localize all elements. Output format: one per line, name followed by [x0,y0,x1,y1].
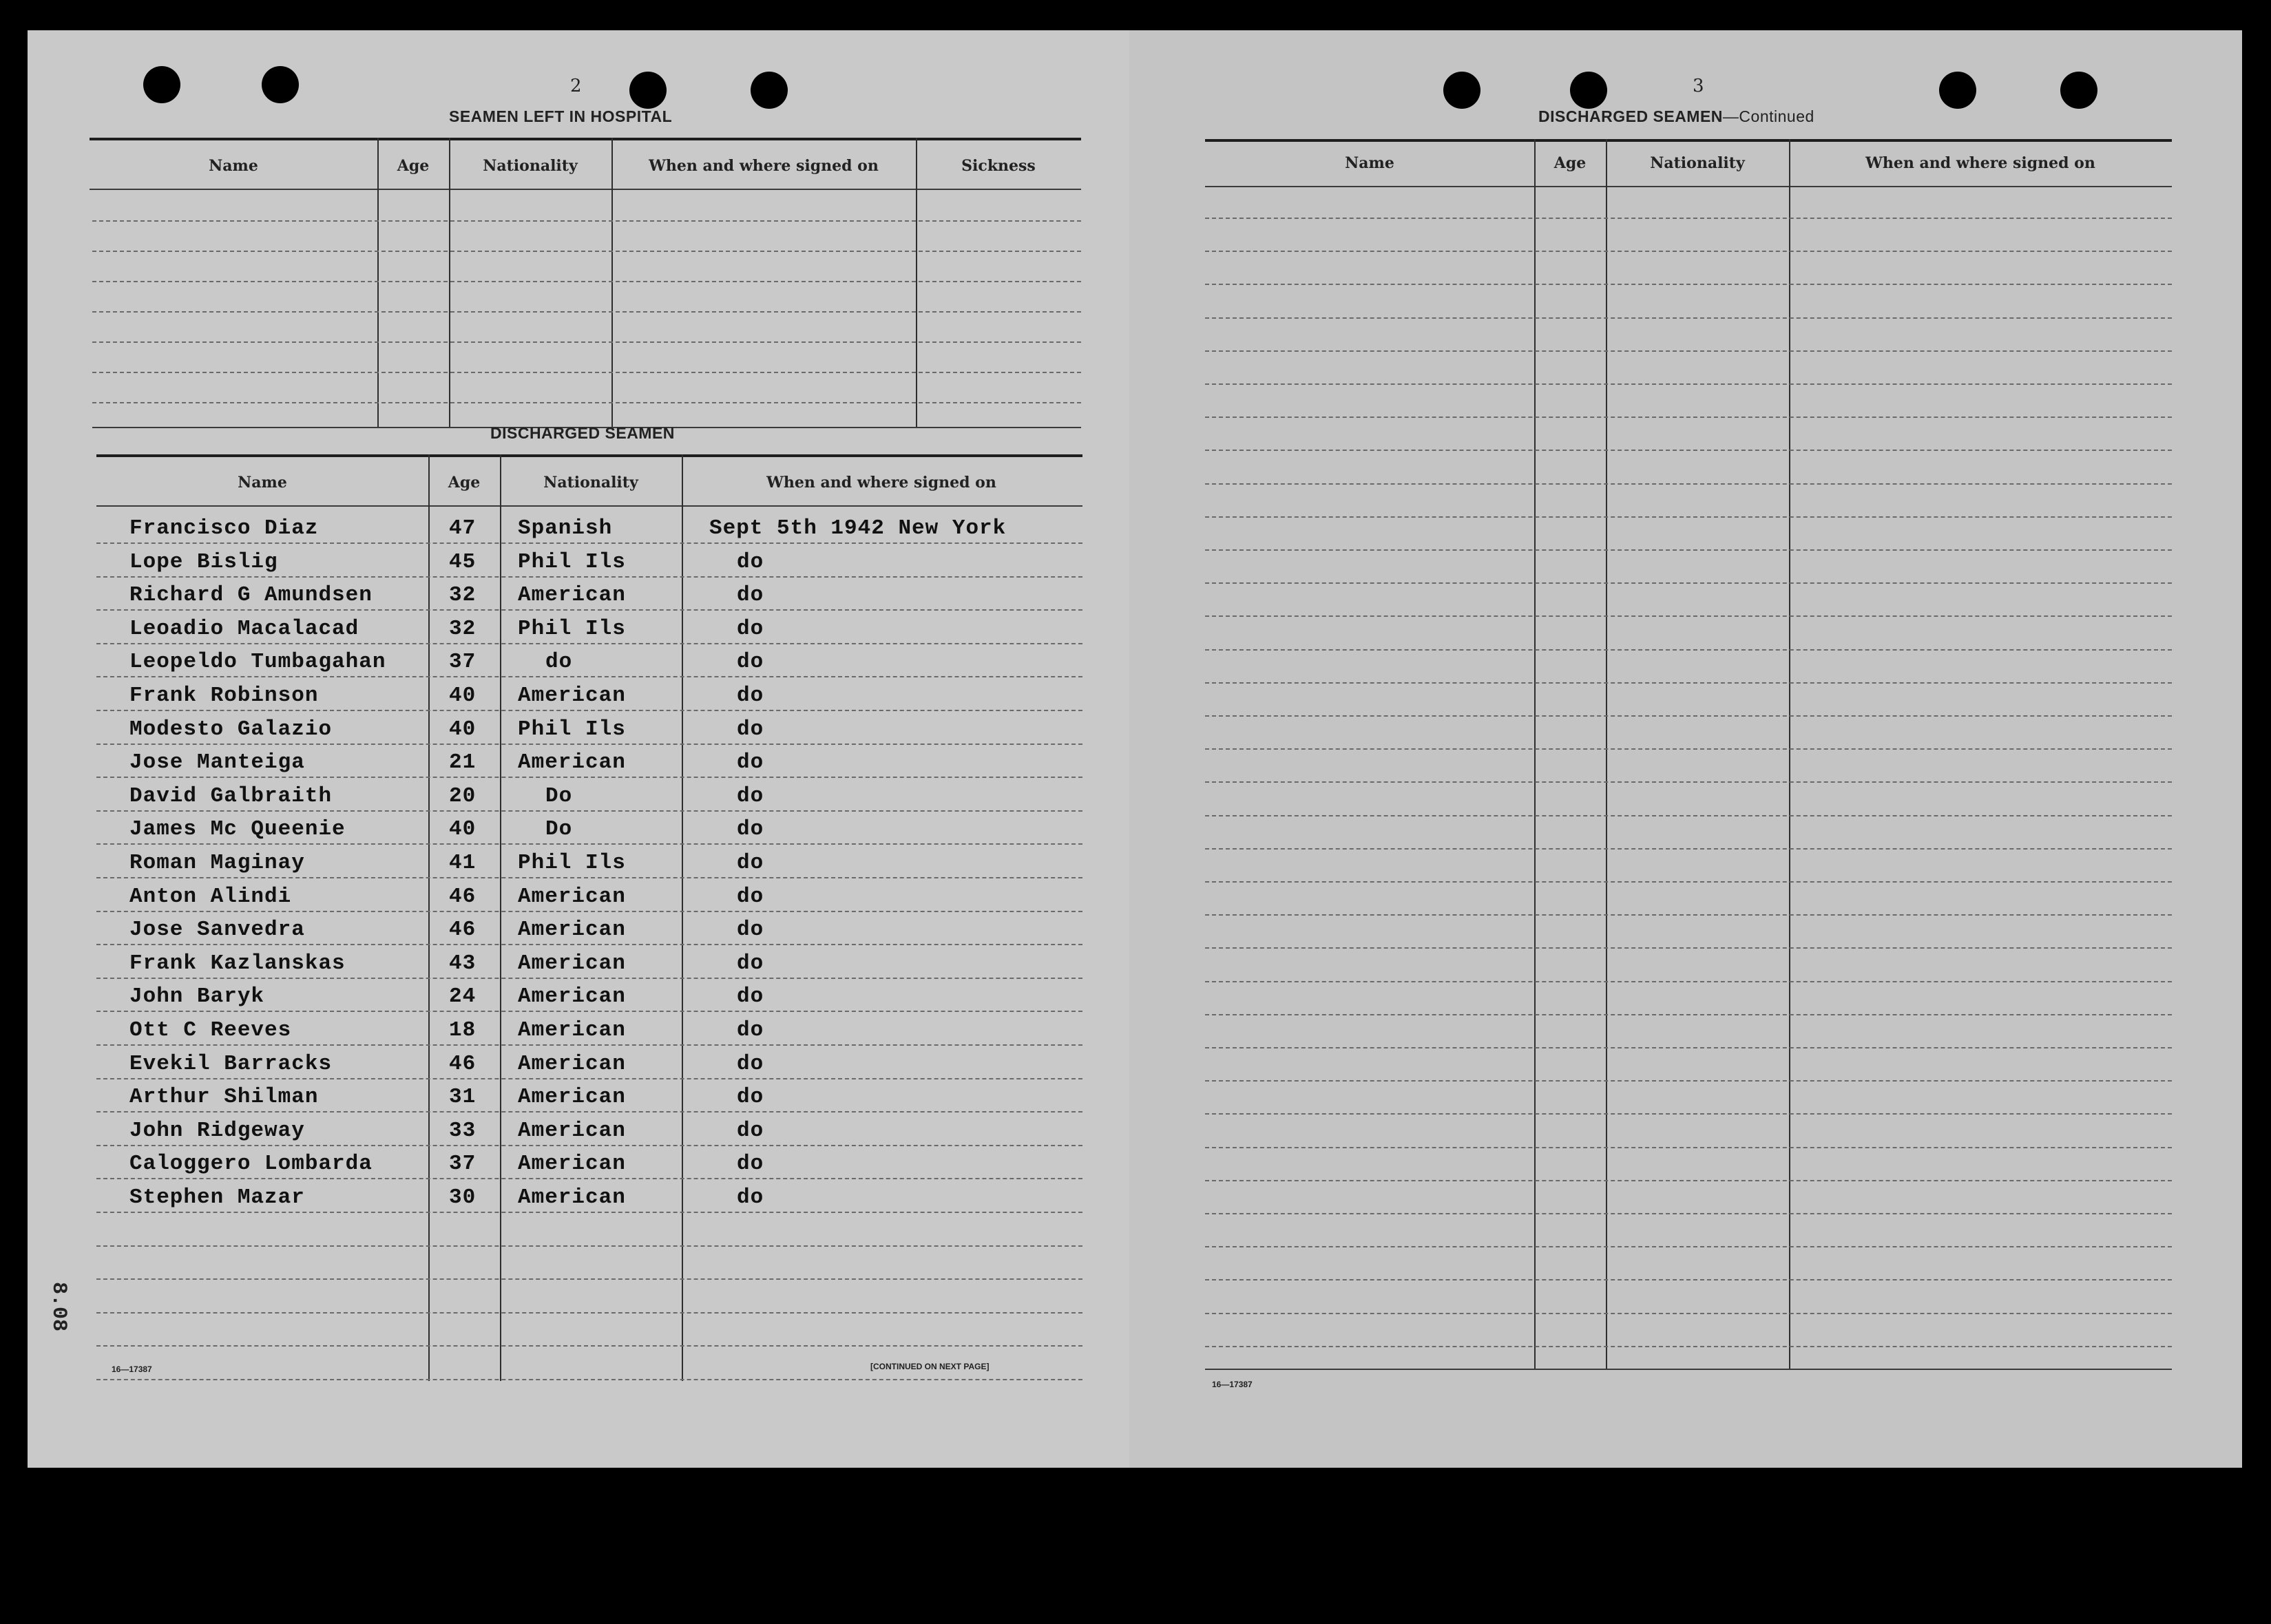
table-rule [96,877,1082,879]
table-rule [1205,781,2172,783]
seaman-signed-on: do [737,717,764,741]
hospital-header-bottom [90,189,1081,190]
table-rule [1205,881,2172,883]
seaman-nationality: American [518,1118,626,1143]
table-rule [1205,1279,2172,1281]
table-rule [1205,615,2172,618]
seaman-nationality: Do [545,783,573,808]
table-rule [1205,1080,2172,1082]
right-col-age: Age [1553,154,1587,172]
seaman-nationality: American [518,684,626,708]
table-rule [96,1178,1082,1180]
table-rule [96,944,1082,946]
seaman-signed-on: do [737,1118,764,1143]
seaman-signed-on: do [737,1185,764,1210]
seaman-nationality: American [518,750,626,775]
right-col-nationality: Nationality [1650,154,1745,172]
seaman-signed-on: do [737,750,764,775]
page-number: 3 [1693,76,1704,96]
table-rule [96,676,1082,678]
table-rule [96,1312,1082,1314]
punch-hole [1570,72,1607,109]
seaman-nationality: American [518,984,626,1009]
seaman-nationality: Phil Ils [518,717,626,741]
seaman-age: 24 [449,984,477,1009]
seaman-signed-on: do [737,951,764,976]
seaman-signed-on: do [737,817,764,842]
table-rule [96,810,1082,812]
seaman-signed-on: do [737,1085,764,1110]
hospital-col-age: Age [397,157,430,175]
seaman-signed-on: do [737,918,764,942]
seaman-name: John Baryk [129,984,265,1009]
table-rule [1205,682,2172,684]
seaman-nationality: American [518,1185,626,1210]
table-rule [1205,549,2172,551]
table-rule [96,710,1082,712]
table-rule [1205,815,2172,817]
hospital-rule [92,372,1081,374]
table-rule [1205,715,2172,717]
seaman-age: 47 [449,516,477,540]
table-rule [1205,284,2172,286]
punch-hole [1443,72,1480,109]
discharged-section-title: DISCHARGED SEAMEN [490,424,675,442]
seaman-name: Frank Robinson [129,684,319,708]
seaman-name: Caloggero Lombarda [129,1152,373,1177]
seaman-name: Frank Kazlanskas [129,951,346,976]
seaman-nationality: American [518,1085,626,1110]
table-rule [1205,582,2172,584]
table-rule [96,744,1082,746]
seaman-age: 46 [449,918,477,942]
seaman-age: 32 [449,616,477,641]
punch-hole [262,66,299,103]
punch-hole [629,72,667,109]
table-rule [1205,848,2172,850]
seaman-age: 21 [449,750,477,775]
table-rule [1205,1147,2172,1149]
table-rule [1205,251,2172,253]
seaman-age: 40 [449,684,477,708]
seaman-name: John Ridgeway [129,1118,305,1143]
seaman-age: 20 [449,783,477,808]
right-header-bottom [1205,186,2172,187]
discharged-header-bottom [96,505,1082,507]
seaman-nationality: Spanish [518,516,613,540]
hospital-col-nationality: Nationality [483,157,578,175]
seaman-nationality: Phil Ils [518,851,626,875]
table-rule [1205,1113,2172,1115]
hospital-col-signed-on: When and where signed on [649,157,879,175]
seaman-signed-on: do [737,583,764,608]
discharged-col-signed-on: When and where signed on [766,474,996,492]
seaman-nationality: American [518,884,626,909]
seaman-age: 32 [449,583,477,608]
seaman-nationality: American [518,1051,626,1076]
seaman-name: Jose Manteiga [129,750,305,775]
seaman-name: Arthur Shilman [129,1085,319,1110]
discharged-col-divider [682,454,683,1381]
seaman-age: 43 [449,951,477,976]
punch-hole [1939,72,1976,109]
seaman-nationality: American [518,583,626,608]
seaman-name: Jose Sanvedra [129,918,305,942]
seaman-signed-on: do [737,1152,764,1177]
seaman-age: 46 [449,1051,477,1076]
seaman-name: Stephen Mazar [129,1185,305,1210]
table-rule [1205,416,2172,419]
right-col-divider [1606,139,1607,1370]
table-rule [1205,1213,2172,1215]
table-rule [96,542,1082,545]
discharged-col-divider [500,454,501,1381]
table-rule [1205,947,2172,949]
page-title [1538,107,1814,126]
hospital-col-sickness: Sickness [961,157,1036,175]
table-rule [96,1044,1082,1046]
seaman-nationality: Do [545,817,573,842]
table-rule [96,1245,1082,1247]
seaman-age: 31 [449,1085,477,1110]
discharged-col-nationality: Nationality [543,474,638,492]
table-rule [1205,1014,2172,1016]
table-rule [96,1011,1082,1013]
table-rule [96,1078,1082,1080]
table-rule [1205,516,2172,518]
seaman-age: 40 [449,717,477,741]
table-rule [96,911,1082,913]
right-col-name: Name [1345,154,1394,172]
table-rule [96,609,1082,611]
table-rule [1205,383,2172,386]
table-rule [96,1379,1082,1381]
seaman-signed-on: do [737,783,764,808]
hospital-rule [92,220,1081,222]
hospital-rule [92,281,1081,283]
seaman-age: 37 [449,650,477,675]
right-table-bottom [1205,1369,2172,1370]
seaman-signed-on: do [737,684,764,708]
page-number: 2 [570,76,582,96]
seaman-signed-on: do [737,851,764,875]
seaman-age: 30 [449,1185,477,1210]
seaman-name: James Mc Queenie [129,817,346,842]
right-col-divider [1534,139,1536,1370]
table-rule [1205,914,2172,916]
table-rule [1205,483,2172,485]
seaman-signed-on: do [737,1018,764,1042]
table-rule [1205,450,2172,452]
seaman-age: 33 [449,1118,477,1143]
seaman-nationality: American [518,1152,626,1177]
seaman-nationality: American [518,918,626,942]
seaman-signed-on: do [737,549,764,574]
seaman-name: Leoadio Macalacad [129,616,359,641]
table-rule [96,1212,1082,1214]
seaman-nationality: Phil Ils [518,616,626,641]
table-rule [1205,1246,2172,1248]
discharged-col-age: Age [448,474,481,492]
table-rule [1205,1047,2172,1049]
seaman-age: 45 [449,549,477,574]
hospital-rule [92,402,1081,404]
right-page [1129,30,2242,1468]
seaman-age: 18 [449,1018,477,1042]
seaman-nationality: do [545,650,573,675]
discharged-col-divider [428,454,430,1381]
seaman-name: David Galbraith [129,783,333,808]
form-number: 16—17387 [112,1364,152,1374]
seaman-name: Leopeldo Tumbagahan [129,650,386,675]
form-number: 16—17387 [1212,1380,1253,1389]
discharged-col-name: Name [238,474,287,492]
punch-hole [2060,72,2097,109]
table-rule [1205,317,2172,319]
hospital-section-title: SEAMEN LEFT IN HOSPITAL [449,107,673,125]
seaman-nationality: American [518,1018,626,1042]
table-rule [96,643,1082,645]
seaman-name: Richard G Amundsen [129,583,373,608]
seaman-age: 41 [449,851,477,875]
table-rule [96,576,1082,578]
seaman-signed-on: do [737,884,764,909]
seaman-signed-on: do [737,984,764,1009]
discharged-table-top [96,454,1082,457]
page-title-main: DISCHARGED SEAMEN [1538,107,1723,125]
seaman-name: Ott C Reeves [129,1018,292,1042]
punch-hole [751,72,788,109]
table-rule [1205,1346,2172,1348]
hospital-table-top [90,138,1081,140]
table-rule [1205,350,2172,352]
right-table-top [1205,139,2172,142]
table-rule [96,1345,1082,1347]
table-rule [96,777,1082,779]
seaman-name: Francisco Diaz [129,516,319,540]
table-rule [1205,1180,2172,1182]
table-rule [1205,649,2172,651]
margin-mark: 8.08 [47,1282,70,1332]
page-title-suffix: —Continued [1722,107,1814,125]
table-rule [1205,1313,2172,1315]
seaman-signed-on: Sept 5th 1942 New York [709,516,1007,540]
right-col-signed-on: When and where signed on [1865,154,2095,172]
hospital-col-name: Name [209,157,258,175]
table-rule [96,1278,1082,1280]
hospital-rule [92,341,1081,344]
seaman-name: Evekil Barracks [129,1051,333,1076]
table-rule [96,1111,1082,1113]
table-rule [96,1145,1082,1147]
seaman-nationality: American [518,951,626,976]
seaman-age: 40 [449,817,477,842]
seaman-signed-on: do [737,1051,764,1076]
seaman-signed-on: do [737,650,764,675]
seaman-age: 37 [449,1152,477,1177]
left-page [28,30,1129,1468]
seaman-name: Anton Alindi [129,884,292,909]
table-rule [96,843,1082,845]
seaman-name: Roman Maginay [129,851,305,875]
table-rule [1205,218,2172,220]
punch-hole [143,66,180,103]
seaman-name: Modesto Galazio [129,717,333,741]
continued-note: [CONTINUED ON NEXT PAGE] [870,1362,990,1371]
table-rule [1205,981,2172,983]
table-rule [1205,748,2172,750]
hospital-rule [92,251,1081,253]
seaman-signed-on: do [737,616,764,641]
right-col-divider [1789,139,1790,1370]
table-rule [96,978,1082,980]
seaman-age: 46 [449,884,477,909]
seaman-name: Lope Bislig [129,549,278,574]
hospital-rule [92,311,1081,313]
seaman-nationality: Phil Ils [518,549,626,574]
